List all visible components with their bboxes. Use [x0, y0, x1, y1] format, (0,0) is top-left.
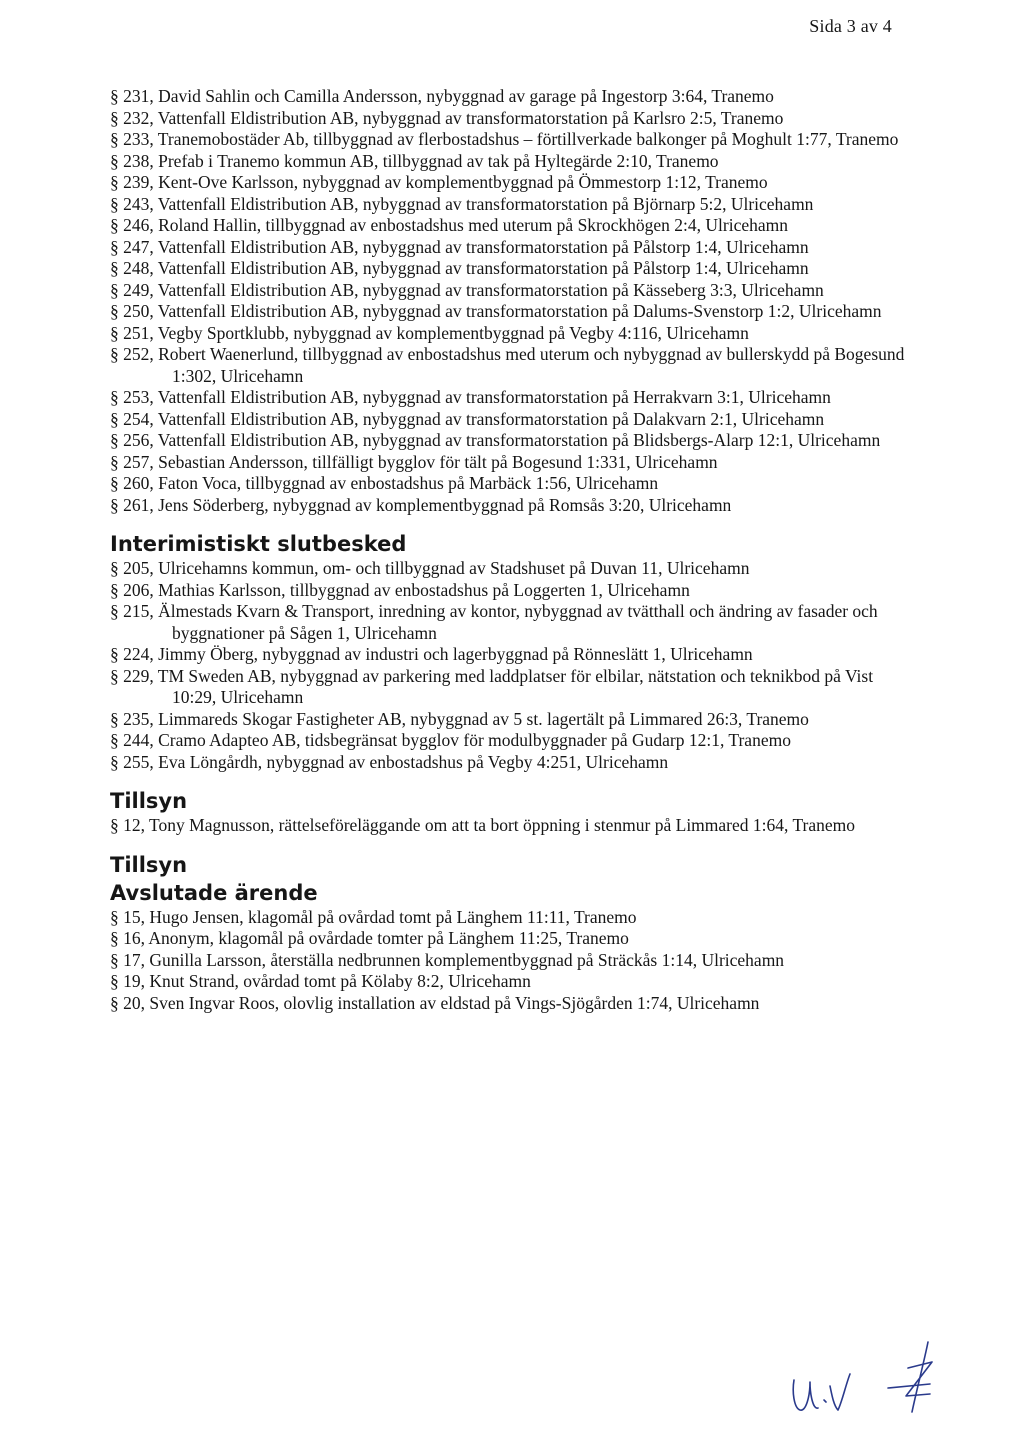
list-item: § 250, Vattenfall Eldistribution AB, nybyggnad av transformatorstation på Dalums-Svenstorp 1:2, Ulricehamn [110, 301, 882, 321]
list-item: § 261, Jens Söderberg, nybyggnad av komplementbyggnad på Romsås 3:20, Ulricehamn [110, 494, 732, 515]
list-item: § 254, Vattenfall Eldistribution AB, nybyggnad av transformatorstation på Dalakvarn 2:1, Ulricehamn [110, 408, 825, 429]
list-item: § 238, Prefab i Tranemo kommun AB, tillbyggnad av tak på Hyltegärde 2:10, Tranemo [110, 150, 719, 171]
decision-list [110, 86, 910, 516]
avslutade-list [110, 907, 910, 1015]
section-heading-tillsyn: Tillsyn [110, 789, 188, 813]
list-item: § 233, Tranemobostäder Ab, tillbyggnad av flerbostadshus – förtillverkade balkonger på Moghult 1:77, Tranemo [110, 129, 899, 149]
list-item: § 256, Vattenfall Eldistribution AB, nybyggnad av transformatorstation på Blidsbergs-Alarp 12:1, Ulricehamn [110, 430, 881, 450]
list-item: § 232, Vattenfall Eldistribution AB, nybyggnad av transformatorstation på Karlsro 2:5, Tranemo [110, 107, 784, 128]
list-item: § 249, Vattenfall Eldistribution AB, nybyggnad av transformatorstation på Kässeberg 3:3, Ulricehamn [110, 279, 824, 300]
list-item: § 205, Ulricehamns kommun, om- och tillbyggnad av Stadshuset på Duvan 11, Ulricehamn [110, 558, 750, 578]
document-body [110, 86, 910, 1014]
section-subheading-avslutade: Avslutade ärende [110, 880, 318, 905]
list-item: § 231, David Sahlin och Camilla Andersson, nybyggnad av garage på Ingestorp 3:64, Tranemo [110, 86, 774, 106]
list-item: § 215, Älmestads Kvarn & Transport, inredning av kontor, nybyggnad av tvätthall och ändring av fasader och byggnationer på Sågen 1, Ulricehamn [110, 601, 878, 643]
interimistiskt-list [110, 558, 910, 773]
list-item: § 12, Tony Magnusson, rättelseföreläggande om att ta bort öppning i stenmur på Limmared 1:64, Tranemo [110, 815, 855, 835]
tillsyn-list [110, 815, 910, 837]
list-item: § 257, Sebastian Andersson, tillfälligt bygglov för tält på Bogesund 1:331, Ulricehamn [110, 451, 718, 472]
page-number: Sida 3 av 4 [809, 16, 892, 36]
handwritten-signature [780, 1322, 960, 1422]
list-item: § 255, Eva Löngårdh, nybyggnad av enbostadshus på Vegby 4:251, Ulricehamn [110, 751, 669, 772]
list-item: § 19, Knut Strand, ovårdad tomt på Kölaby 8:2, Ulricehamn [110, 971, 531, 991]
section-heading-tillsyn-avslutade: Tillsyn [110, 852, 188, 877]
list-item: § 252, Robert Waenerlund, tillbyggnad av enbostadshus med uterum och nybyggnad av bullerskydd på Bogesund 1:302, Ulricehamn [110, 344, 905, 386]
list-item: § 15, Hugo Jensen, klagomål på ovårdad tomt på Länghem 11:11, Tranemo [110, 906, 637, 927]
list-item: § 260, Faton Voca, tillbyggnad av enbostadshus på Marbäck 1:56, Ulricehamn [110, 473, 659, 493]
list-item: § 224, Jimmy Öberg, nybyggnad av industri och lagerbyggnad på Rönneslätt 1, Ulricehamn [110, 644, 753, 664]
list-item: § 243, Vattenfall Eldistribution AB, nybyggnad av transformatorstation på Björnarp 5:2, Ulricehamn [110, 193, 814, 214]
list-item: § 235, Limmareds Skogar Fastigheter AB, nybyggnad av 5 st. lagertält på Limmared 26:3, Tranemo [110, 708, 809, 729]
list-item: § 248, Vattenfall Eldistribution AB, nybyggnad av transformatorstation på Pålstorp 1:4, Ulricehamn [110, 258, 809, 278]
list-item: § 251, Vegby Sportklubb, nybyggnad av komplementbyggnad på Vegby 4:116, Ulricehamn [110, 322, 749, 343]
list-item: § 229, TM Sweden AB, nybyggnad av parkering med laddplatser för elbilar, nätstation och teknikbod på Vist 10:29, Ulricehamn [110, 665, 874, 707]
section-heading-interimistiskt: Interimistiskt slutbesked [110, 532, 407, 556]
list-item: § 239, Kent-Ove Karlsson, nybyggnad av komplementbyggnad på Ömmestorp 1:12, Tranemo [110, 172, 768, 192]
list-item: § 247, Vattenfall Eldistribution AB, nybyggnad av transformatorstation på Pålstorp 1:4, Ulricehamn [110, 236, 809, 257]
list-item: § 206, Mathias Karlsson, tillbyggnad av enbostadshus på Loggerten 1, Ulricehamn [110, 579, 690, 600]
list-item: § 20, Sven Ingvar Roos, olovlig installation av eldstad på Vings-Sjögården 1:74, Ulricehamn [110, 992, 760, 1013]
list-item: § 244, Cramo Adapteo AB, tidsbegränsat bygglov för modulbyggnader på Gudarp 12:1, Tranemo [110, 730, 791, 750]
list-item: § 246, Roland Hallin, tillbyggnad av enbostadshus med uterum på Skrockhögen 2:4, Ulricehamn [110, 215, 789, 235]
list-item: § 253, Vattenfall Eldistribution AB, nybyggnad av transformatorstation på Herrakvarn 3:1, Ulricehamn [110, 387, 831, 407]
list-item: § 17, Gunilla Larsson, återställa nedbrunnen komplementbyggnad på Sträckås 1:14, Ulricehamn [110, 949, 785, 970]
list-item: § 16, Anonym, klagomål på ovårdade tomter på Länghem 11:25, Tranemo [110, 928, 629, 948]
